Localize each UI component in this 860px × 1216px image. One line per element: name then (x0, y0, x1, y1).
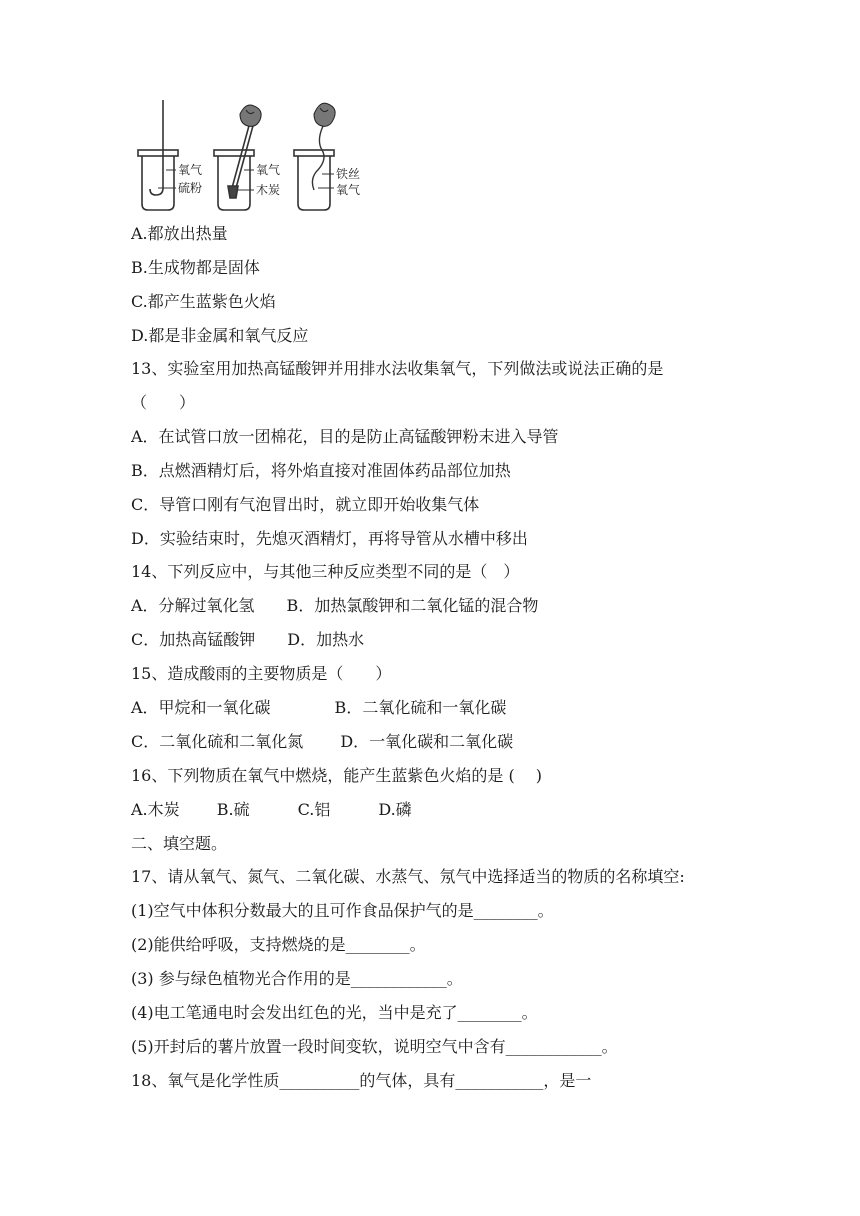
q13-option-b: B．点燃酒精灯后，将外焰直接对准固体药品部位加热 (131, 461, 511, 480)
q13-option-a: A．在试管口放一团棉花，目的是防止高锰酸钾粉末进入导管 (131, 427, 559, 446)
tongs-charcoal (240, 105, 261, 126)
tongs-iron (314, 103, 335, 126)
q16-options: A.木炭 B.硫 C.铝 D.磷 (131, 800, 412, 819)
q15-stem: 15、造成酸雨的主要物质是（ ） (131, 664, 392, 683)
jar-charcoal (214, 122, 254, 210)
jar-sulfur (138, 100, 178, 210)
q17-item-2: (2)能供给呼吸，支持燃烧的是________。 (131, 935, 426, 954)
q13-option-d: D．实验结束时，先熄灭酒精灯，再将导管从水槽中移出 (131, 529, 528, 548)
section-fill-in-heading: 二、填空题。 (131, 834, 228, 853)
label-iron-wire: 铁丝 (336, 167, 361, 181)
q17-item-5: (5)开封后的薯片放置一段时间变软，说明空气中含有____________。 (131, 1037, 618, 1056)
q14-options-cd: C．加热高锰酸钾 D．加热水 (131, 630, 365, 649)
label-oxygen-2: 氧气 (256, 163, 281, 177)
q17-item-4: (4)电工笔通电时会发出红色的光，当中是充了________。 (131, 1003, 538, 1022)
q14-options-ab: A．分解过氧化氢 B．加热氯酸钾和二氧化锰的混合物 (131, 596, 539, 615)
q15-options-cd: C．二氧化硫和二氧化氮 D．一氧化碳和二氧化碳 (131, 732, 514, 751)
q18-stem: 18、氧气是化学性质__________的气体，具有___________，是一 (131, 1071, 592, 1090)
q13-stem-paren: （ ） (131, 393, 196, 412)
q12-option-c: C.都产生蓝紫色火焰 (131, 292, 276, 311)
q17-stem: 17、请从氧气、氮气、二氧化碳、水蒸气、氖气中选择适当的物质的名称填空: (131, 867, 685, 886)
label-oxygen-1: 氧气 (178, 163, 203, 177)
jar-iron-label-lines (318, 174, 334, 188)
q16-stem: 16、下列物质在氧气中燃烧，能产生蓝紫色火焰的是 ( ) (131, 766, 543, 785)
label-sulfur-powder: 硫粉 (178, 181, 203, 195)
q13-option-c: C．导管口刚有气泡冒出时，就立即开始收集气体 (131, 495, 480, 514)
q12-option-d: D.都是非金属和氧气反应 (131, 326, 309, 345)
q14-stem: 14、下列反应中，与其他三种反应类型不同的是（ ） (131, 562, 520, 581)
q12-option-b: B.生成物都是固体 (131, 258, 260, 277)
label-charcoal: 木炭 (256, 183, 281, 197)
q13-stem: 13、实验室用加热高锰酸钾并用排水法收集氧气，下列做法或说法正确的是 (131, 359, 664, 378)
q12-option-a: A.都放出热量 (131, 224, 228, 243)
combustion-experiments-figure (128, 100, 378, 218)
q15-options-ab: A．甲烷和一氧化碳 B．二氧化硫和一氧化碳 (131, 698, 507, 717)
label-oxygen-3: 氧气 (336, 183, 361, 197)
q17-item-1: (1)空气中体积分数最大的且可作食品保护气的是________。 (131, 901, 554, 920)
q17-item-3: (3) 参与绿色植物光合作用的是____________。 (131, 969, 463, 988)
jar-iron-wire (294, 124, 334, 210)
